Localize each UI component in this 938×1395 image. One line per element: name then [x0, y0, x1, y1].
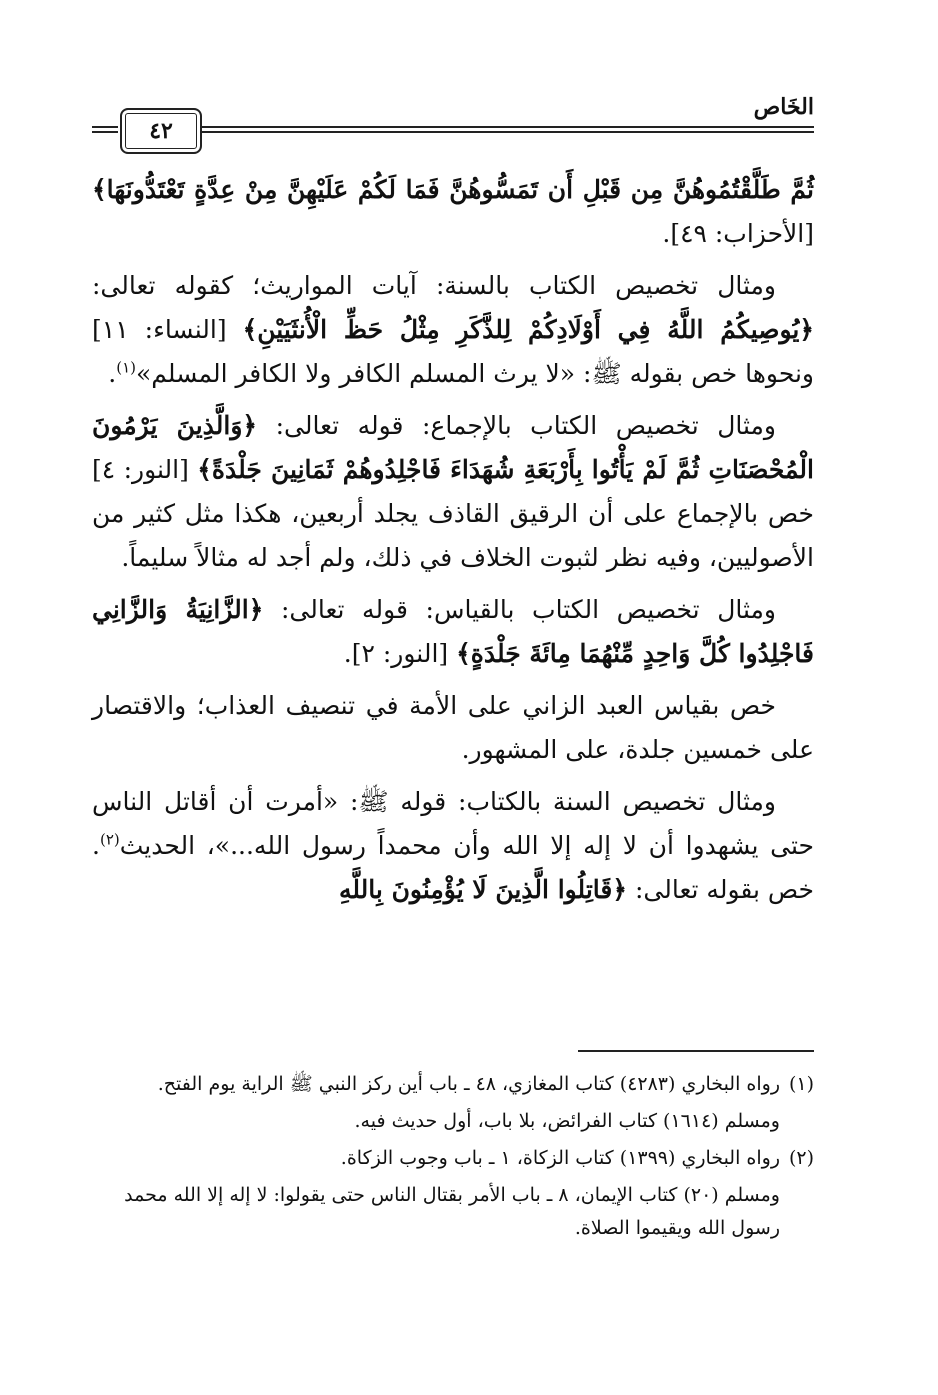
footnote-separator [578, 1050, 814, 1052]
footnote [92, 1105, 780, 1138]
text-run: [النور: ٢]. [343, 639, 457, 668]
paragraph [92, 588, 814, 676]
header-rule [92, 131, 118, 133]
paragraph: خص بقياس العبد الزاني على الأمة في تنصيف العذاب؛ والاقتصار على خمسين جلدة، على المشهور. [92, 691, 814, 764]
footnote-text: ومسلم (٢٠) كتاب الإيمان، ٨ ـ باب الأمر بقتال الناس حتى يقولوا: لا إله إلا الله محمد رسول الله ويقيموا الصلاة. [124, 1184, 780, 1239]
text-run: ومثال تخصيص الكتاب بالقياس: قوله تعالى: [263, 595, 777, 624]
text-run: ومثال تخصيص السنة بالكتاب: قوله ﷺ: «أمرت أن أقاتل الناس حتى يشهدوا أن لا إله إلا الله وأن محمداً رسول الله...»، الحديث [92, 787, 814, 860]
quran-verse: ﴿قَاتِلُوا الَّذِينَ لَا يُؤْمِنُونَ بِاللَّهِ [339, 875, 628, 904]
paragraph [92, 264, 814, 396]
text-run: [النور: ٤] خص بالإجماع على أن الرقيق القاذف يجلد أربعين، هكذا مثل كثير من الأصوليين، وفيه نظر لثبوت الخلاف في ذلك، ولم أجد له مثالاً سليماً. [92, 455, 814, 572]
page-header [92, 88, 814, 158]
footnote-text: ومسلم (١٦١٤) كتاب الفرائض، بلا باب، أول حديث فيه. [354, 1110, 780, 1132]
header-rule [200, 126, 814, 128]
footnote-text: رواه البخاري (١٣٩٩) كتاب الزكاة، ١ ـ باب وجوب الزكاة. [340, 1147, 780, 1169]
main-text [92, 168, 814, 920]
footnote-number: (١) [788, 1073, 814, 1095]
footnote [92, 1068, 814, 1101]
paragraph [92, 168, 814, 256]
footnotes [92, 1068, 814, 1249]
paragraph [92, 780, 814, 912]
text-run: [النساء: ١١] ونحوها خص بقوله ﷺ: «لا يرث المسلم الكافر ولا الكافر المسلم» [92, 315, 814, 388]
quran-verse: ﴿الزَّانِيَةُ وَالزَّانِي فَاجْلِدُوا كُلَّ وَاحِدٍ مِّنْهُمَا مِائَةَ جَلْدَةٍ﴾ [92, 595, 814, 668]
running-title: الخَاص [753, 94, 814, 120]
footnote-number: (٢) [788, 1147, 814, 1169]
quran-verse: ﴿وَالَّذِينَ يَرْمُونَ الْمُحْصَنَاتِ ثُمَّ لَمْ يَأْتُوا بِأَرْبَعَةِ شُهَدَاءَ فَاجْلِدُوهُمْ ثَمَانِينَ جَلْدَةً﴾ [92, 411, 814, 484]
footnote-text: رواه البخاري (٤٢٨٣) كتاب المغازي، ٤٨ ـ باب أين ركز النبي ﷺ الراية يوم الفتح. [157, 1073, 780, 1095]
text-run: . خص بقوله تعالى: [92, 831, 814, 904]
footnote-ref: (٢) [99, 830, 120, 849]
header-rule [200, 131, 814, 133]
text-run: ومثال تخصيص الكتاب بالسنة: آيات المواريث؛ كقوله تعالى: [92, 271, 776, 300]
paragraph [92, 404, 814, 580]
page-number: ٤٢ [120, 108, 202, 154]
text-run: ومثال تخصيص الكتاب بالإجماع: قوله تعالى: [257, 411, 776, 440]
quran-verse: ﴿يُوصِيكُمُ اللَّهُ فِي أَوْلَادِكُمْ لِلذَّكَرِ مِثْلُ حَظِّ الْأُنثَيَيْنِ﴾ [242, 315, 814, 344]
text-run: . [108, 359, 117, 388]
header-rule [92, 126, 118, 128]
footnote-ref: (١) [116, 358, 136, 377]
verse-reference: [الأحزاب: ٤٩]. [662, 219, 814, 248]
footnote [92, 1179, 780, 1245]
quran-verse: ثُمَّ طَلَّقْتُمُوهُنَّ مِن قَبْلِ أَن تَمَسُّوهُنَّ فَمَا لَكُمْ عَلَيْهِنَّ مِنْ عِدَّةٍ تَعْتَدُّونَهَا﴾ [92, 175, 814, 204]
footnote [92, 1142, 814, 1175]
